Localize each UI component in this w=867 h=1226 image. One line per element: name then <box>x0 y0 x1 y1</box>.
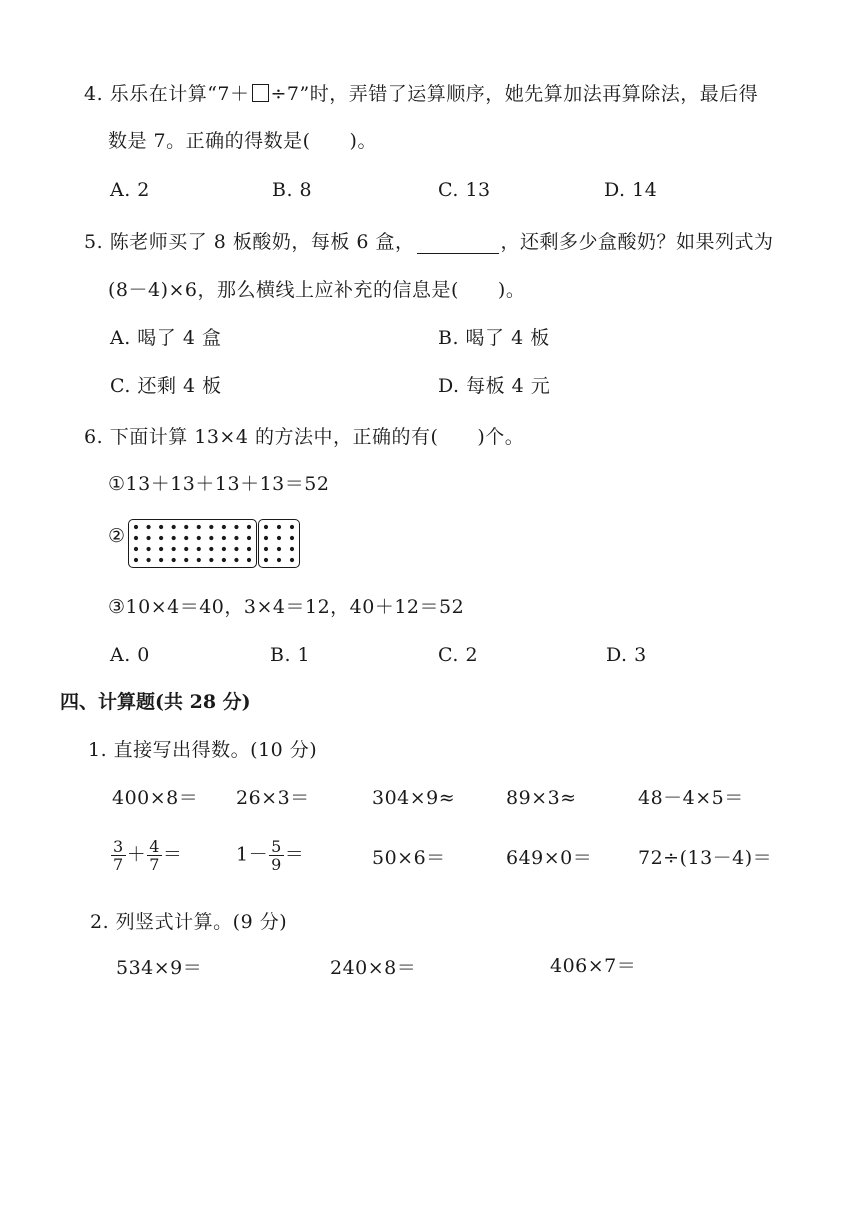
dot <box>264 525 268 529</box>
minuend-text: 1－ <box>236 843 269 866</box>
dot <box>197 536 201 540</box>
dot <box>277 558 281 562</box>
dot <box>209 547 213 551</box>
q6-number: 6. <box>84 426 104 448</box>
calc-2-2 <box>236 838 304 873</box>
calc-1-5: 48－4×5＝ <box>638 787 744 809</box>
part2-title: 2. 列竖式计算。(9 分) <box>90 911 288 933</box>
dot-array-3x4-icon <box>258 519 300 568</box>
denominator: 9 <box>271 855 282 874</box>
section-title: 四、计算题(共 28 分) <box>60 691 251 713</box>
dot <box>222 536 226 540</box>
q6-option-b[interactable]: B. 1 <box>270 644 311 666</box>
dot <box>290 525 294 529</box>
calc-2-1 <box>110 838 182 873</box>
q5-option-a[interactable]: A. 喝了 4 盒 <box>110 327 222 349</box>
dot <box>146 547 150 551</box>
calc-1-2: 26×3＝ <box>236 787 310 809</box>
q5-number: 5. <box>84 231 104 253</box>
q6-option-c[interactable]: C. 2 <box>438 644 479 666</box>
equals-sign: ＝ <box>162 843 183 866</box>
fraction <box>147 838 162 873</box>
dot <box>234 558 238 562</box>
q6-option-a[interactable]: A. 0 <box>110 644 150 666</box>
denominator: 7 <box>149 855 160 874</box>
dot <box>277 525 281 529</box>
dot <box>159 558 163 562</box>
equals-sign: ＝ <box>284 843 305 866</box>
q4-number: 4. <box>84 83 104 105</box>
q4-text-b: ÷7”时，弄错了运算顺序，她先算加法再算除法，最后得 <box>270 83 759 105</box>
part1-title: 1. 直接写出得数。(10 分) <box>88 739 318 761</box>
dot <box>264 536 268 540</box>
calc-1-1: 400×8＝ <box>112 787 199 809</box>
calc-3-2: 240×8＝ <box>330 957 417 979</box>
fraction <box>111 838 126 873</box>
plus-sign: ＋ <box>126 843 147 866</box>
dot <box>172 547 176 551</box>
dot <box>222 558 226 562</box>
dot <box>277 547 281 551</box>
q6-method2-label: ② <box>108 525 126 547</box>
q5-text-a: 陈老师买了 8 板酸奶，每板 6 盒， <box>109 231 415 253</box>
fraction <box>269 838 284 873</box>
q4-option-a[interactable]: A. 2 <box>110 179 150 201</box>
dot <box>222 525 226 529</box>
q5-option-b[interactable]: B. 喝了 4 板 <box>438 327 550 349</box>
dot <box>146 558 150 562</box>
dot <box>290 547 294 551</box>
blank-box-icon <box>252 84 269 102</box>
dot-array-10-columns <box>129 520 256 567</box>
numerator: 3 <box>113 837 124 856</box>
dot <box>247 558 251 562</box>
dot <box>197 525 201 529</box>
q4-option-c[interactable]: C. 13 <box>438 179 491 201</box>
dot <box>290 536 294 540</box>
dot <box>134 558 138 562</box>
q5-line1 <box>84 230 774 254</box>
dot <box>197 558 201 562</box>
calc-1-4: 89×3≈ <box>506 787 577 809</box>
q4-line2: 数是 7。正确的得数是( )。 <box>108 130 377 152</box>
dot-array-10x4-icon <box>128 519 257 568</box>
dot <box>172 536 176 540</box>
q5-option-c[interactable]: C. 还剩 4 板 <box>110 375 222 397</box>
dot <box>184 536 188 540</box>
q6-option-d[interactable]: D. 3 <box>606 644 647 666</box>
calc-2-4: 649×0＝ <box>506 847 593 869</box>
q4-line1 <box>84 82 758 106</box>
dot <box>159 525 163 529</box>
q6-line1 <box>84 425 524 449</box>
answer-blank-line <box>417 233 499 254</box>
dot <box>264 558 268 562</box>
dot <box>247 547 251 551</box>
q6-text: 下面计算 13×4 的方法中，正确的有( )个。 <box>109 426 525 448</box>
q6-method1: ①13＋13＋13＋13＝52 <box>108 473 330 495</box>
dot <box>146 525 150 529</box>
dot <box>222 547 226 551</box>
q4-text-a: 乐乐在计算“7＋ <box>109 83 250 105</box>
dot <box>247 525 251 529</box>
dot <box>172 558 176 562</box>
dot <box>184 558 188 562</box>
dot <box>134 547 138 551</box>
q5-text-b: ，还剩多少盒酸奶？如果列式为 <box>500 231 774 253</box>
dot <box>146 536 150 540</box>
dot <box>290 558 294 562</box>
dot <box>184 547 188 551</box>
dot <box>209 525 213 529</box>
calc-1-3: 304×9≈ <box>372 787 456 809</box>
calc-3-3: 406×7＝ <box>550 955 637 977</box>
denominator: 7 <box>113 855 124 874</box>
dot <box>134 525 138 529</box>
q6-method3: ③10×4＝40，3×4＝12，40＋12＝52 <box>108 596 465 618</box>
dot <box>234 547 238 551</box>
calc-2-5: 72÷(13－4)＝ <box>638 847 773 869</box>
dot <box>197 547 201 551</box>
dot <box>209 536 213 540</box>
dot <box>159 536 163 540</box>
numerator: 4 <box>149 837 160 856</box>
dot <box>134 536 138 540</box>
dot <box>159 547 163 551</box>
dot-array-3-columns <box>259 520 299 567</box>
dot <box>234 525 238 529</box>
dot <box>264 547 268 551</box>
q4-option-d[interactable]: D. 14 <box>604 179 658 201</box>
calc-2-3: 50×6＝ <box>372 847 446 869</box>
q5-option-d[interactable]: D. 每板 4 元 <box>438 375 551 397</box>
dot <box>247 536 251 540</box>
numerator: 5 <box>271 837 282 856</box>
dot <box>172 525 176 529</box>
calc-3-1: 534×9＝ <box>116 957 203 979</box>
dot <box>234 536 238 540</box>
dot <box>184 525 188 529</box>
dot <box>209 558 213 562</box>
q4-option-b[interactable]: B. 8 <box>272 179 313 201</box>
q5-line2: (8－4)×6，那么横线上应补充的信息是( )。 <box>108 279 526 301</box>
dot <box>277 536 281 540</box>
